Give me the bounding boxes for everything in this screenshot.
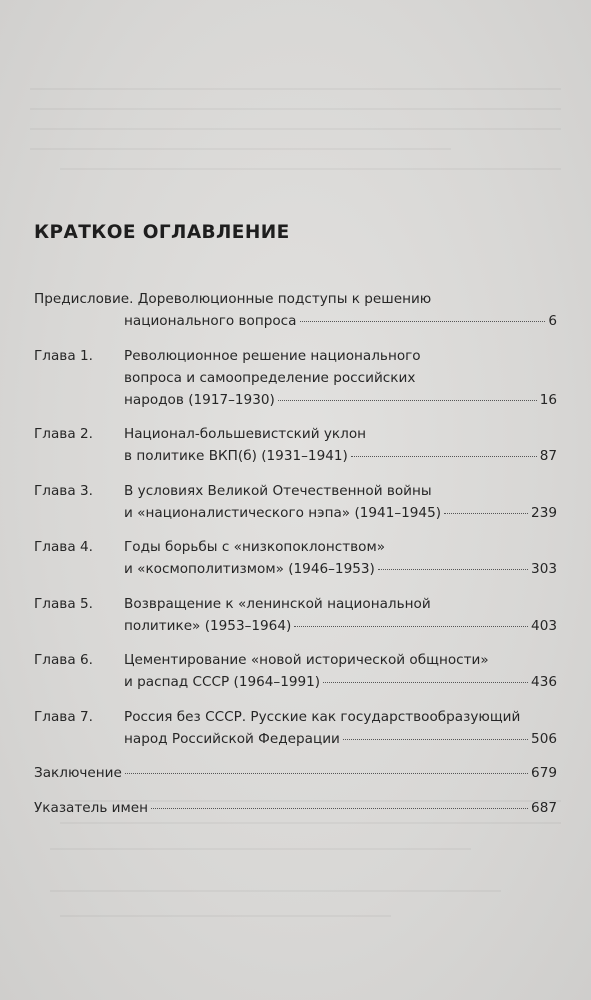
toc-entry-last-line bbox=[124, 671, 557, 693]
toc-entry-chapter-7[interactable] bbox=[34, 706, 557, 750]
page-number: 436 bbox=[531, 674, 557, 690]
page-number: 87 bbox=[539, 448, 557, 464]
chapter-label: Глава 2. bbox=[34, 426, 93, 442]
show-through-line bbox=[30, 148, 451, 150]
toc-entry-last-line bbox=[124, 502, 557, 524]
dot-leader bbox=[323, 682, 528, 683]
page-number: 506 bbox=[531, 730, 557, 747]
show-through-line bbox=[30, 128, 561, 130]
page-number: 687 bbox=[531, 799, 557, 816]
show-through-line bbox=[70, 800, 561, 802]
toc-entry-last-line bbox=[124, 615, 557, 637]
chapter-label: Глава 7. bbox=[34, 708, 93, 725]
toc-heading: КРАТКОЕ ОГЛАВЛЕНИЕ bbox=[34, 222, 290, 243]
show-through-line bbox=[60, 168, 561, 170]
chapter-label: Глава 3. bbox=[34, 482, 93, 499]
toc-entry-last-line bbox=[34, 762, 557, 784]
toc-entry-title-line: В условиях Великой Отечественной войны bbox=[124, 482, 432, 499]
dot-leader bbox=[444, 513, 528, 514]
toc-entry-title-line: Цементирование «новой исторической общности» bbox=[124, 652, 489, 668]
page-number: 679 bbox=[531, 765, 557, 781]
toc-entry-chapter-4[interactable] bbox=[34, 536, 557, 580]
dot-leader bbox=[378, 569, 528, 570]
toc-entry-body bbox=[124, 649, 557, 693]
chapter-label: Глава 4. bbox=[34, 539, 93, 555]
toc-entry-body bbox=[124, 536, 557, 580]
page-number: 16 bbox=[539, 391, 557, 408]
toc-entry-last-line bbox=[124, 558, 557, 580]
toc-entry-title-line: Заключение bbox=[34, 765, 122, 781]
toc-entry-chapter-3[interactable] bbox=[34, 480, 557, 524]
toc-entry-title-line: и «националистического нэпа» (1941–1945) bbox=[124, 504, 442, 521]
toc-entry-last-line bbox=[124, 445, 557, 467]
toc-entry-body bbox=[124, 706, 557, 750]
toc-entry-preface[interactable] bbox=[34, 288, 557, 332]
toc-entry-title-line: Предисловие. Дореволюционные подступы к решению bbox=[34, 291, 432, 307]
show-through-line bbox=[30, 108, 561, 110]
page-number: 239 bbox=[531, 504, 557, 521]
toc-entry-title-line: народов (1917–1930) bbox=[124, 391, 275, 408]
toc-entry-title-line: народ Российской Федерации bbox=[124, 730, 340, 747]
toc-entry-title-line: и «космополитизмом» (1946–1953) bbox=[124, 561, 375, 577]
toc-entry-title-line: Революционное решение национального bbox=[124, 347, 421, 364]
toc-entry-title-line: и распад СССР (1964–1991) bbox=[124, 674, 321, 690]
toc-entry-body bbox=[124, 310, 557, 332]
table-of-contents bbox=[34, 288, 557, 831]
dot-leader bbox=[151, 808, 528, 809]
toc-entry-title-line: политике» (1953–1964) bbox=[124, 617, 292, 634]
dot-leader bbox=[278, 400, 537, 401]
dot-leader bbox=[294, 626, 528, 627]
toc-entry-last-line bbox=[124, 728, 557, 750]
chapter-label: Глава 5. bbox=[34, 595, 93, 612]
show-through-line bbox=[30, 88, 561, 90]
toc-entry-chapter-5[interactable] bbox=[34, 593, 557, 637]
toc-entry-title-line: Указатель имен bbox=[34, 799, 149, 816]
dot-leader bbox=[125, 773, 528, 774]
toc-entry-conclusion[interactable] bbox=[34, 762, 557, 784]
page-number: 6 bbox=[548, 313, 557, 329]
toc-entry-title-line: Национал-большевистский уклон bbox=[124, 426, 367, 442]
show-through-line bbox=[50, 848, 471, 850]
toc-entry-body bbox=[124, 480, 557, 524]
toc-entry-title-line: Годы борьбы с «низкопоклонством» bbox=[124, 539, 386, 555]
toc-entry-title-line: вопроса и самоопределение российских bbox=[124, 369, 416, 386]
toc-entry-chapter-6[interactable] bbox=[34, 649, 557, 693]
show-through-line bbox=[60, 915, 391, 917]
toc-entry-title-line: в политике ВКП(б) (1931–1941) bbox=[124, 448, 348, 464]
toc-entry-body bbox=[124, 423, 557, 467]
toc-entry-body bbox=[124, 593, 557, 637]
toc-entry-title-line: национального вопроса bbox=[124, 313, 297, 329]
toc-entry-chapter-1[interactable] bbox=[34, 345, 557, 411]
dot-leader bbox=[343, 739, 528, 740]
chapter-label: Глава 1. bbox=[34, 347, 93, 364]
page-number: 403 bbox=[531, 617, 557, 634]
dot-leader bbox=[351, 456, 537, 457]
toc-entry-title-line: Возвращение к «ленинской национальной bbox=[124, 595, 431, 612]
show-through-line bbox=[60, 822, 561, 824]
toc-entry-last-line bbox=[124, 310, 557, 332]
toc-entry-chapter-2[interactable] bbox=[34, 423, 557, 467]
toc-entry-body bbox=[124, 345, 557, 411]
dot-leader bbox=[300, 321, 546, 322]
chapter-label: Глава 6. bbox=[34, 652, 93, 668]
page-number: 303 bbox=[531, 561, 557, 577]
show-through-line bbox=[50, 890, 501, 892]
toc-entry-last-line bbox=[124, 389, 557, 411]
toc-entry-title-line: Россия без СССР. Русские как государствообразующий bbox=[124, 708, 521, 725]
